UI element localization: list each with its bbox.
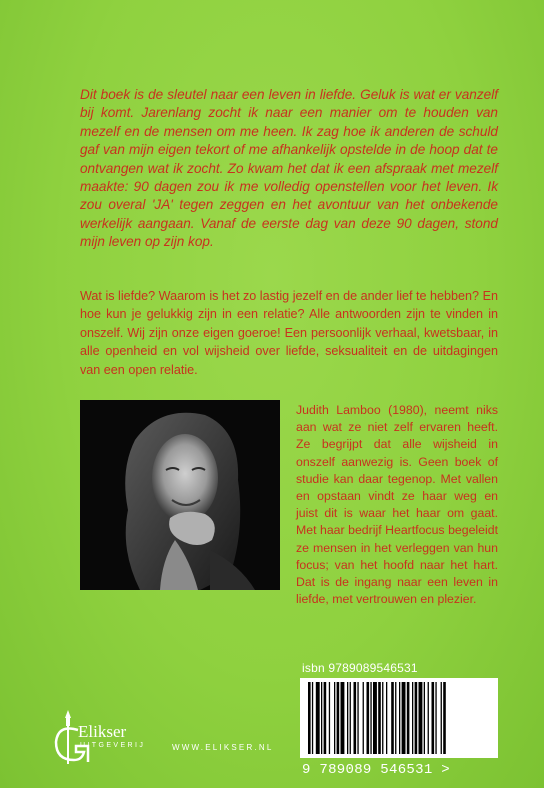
- barcode-icon: [300, 678, 498, 758]
- author-photo: [80, 400, 280, 590]
- publisher-website: WWW.ELIKSER.NL: [172, 743, 274, 752]
- isbn-label: isbn 9789089546531: [302, 661, 418, 675]
- barcode: [300, 678, 498, 758]
- barcode-digits: 9 789089 546531 >: [302, 762, 450, 778]
- blurb-paragraph: Wat is liefde? Waarom is het zo lastig jezelf en de ander lief te hebben? En hoe kun je gelukkig zijn in een relatie? Alle antwoorden zijn te vinden in onszelf. Wij zijn onze eigen goeroe! Een persoonlijk verhaal, kwetsbaar, in alle openheid en vol wijsheid over liefde, seksualiteit en de uitdagingen van een open relatie.: [80, 289, 498, 377]
- publisher-name: Elikser: [78, 722, 127, 741]
- intro-paragraph: Dit boek is de sleutel naar een leven in liefde. Geluk is wat er vanzelf bij komt. Jarenlang zocht ik naar een manier om te houden van mezelf en de mensen om me heen. Ik zag hoe ik anderen de schuld gaf van mijn eigen tekort of me afhankelijk opstelde in de hoop dat te ontvangen wat ik zocht. Zo kwam het dat ik een afspraak met mezelf maakte: 90 dagen zou ik me volledig openstellen voor het leven. Ik zou overal 'JA' tegen zeggen en het avontuur van het onbekende werkelijk aangaan. Vanaf de eerste dag van deze 90 dagen, stond mijn leven op zijn kop.: [80, 87, 498, 250]
- publisher-subtitle: UITGEVERIJ: [80, 742, 146, 749]
- author-bio: Judith Lamboo (1980), neemt niks aan wat ze niet zelf ervaren heeft. Ze begrijpt dat alle wijsheid in onszelf aanwezig is. Geen boek of studie kan daar tegenop. Met vallen en opstaan vindt ze haar weg en juist dit is waar het haar om gaat. Met haar bedrijf Heartfocus begeleidt ze mensen in het verleggen van hun focus; van het hoofd naar het hart. Dat is de ingang naar een leven in liefde, met vertrouwen en plezier.: [296, 403, 498, 607]
